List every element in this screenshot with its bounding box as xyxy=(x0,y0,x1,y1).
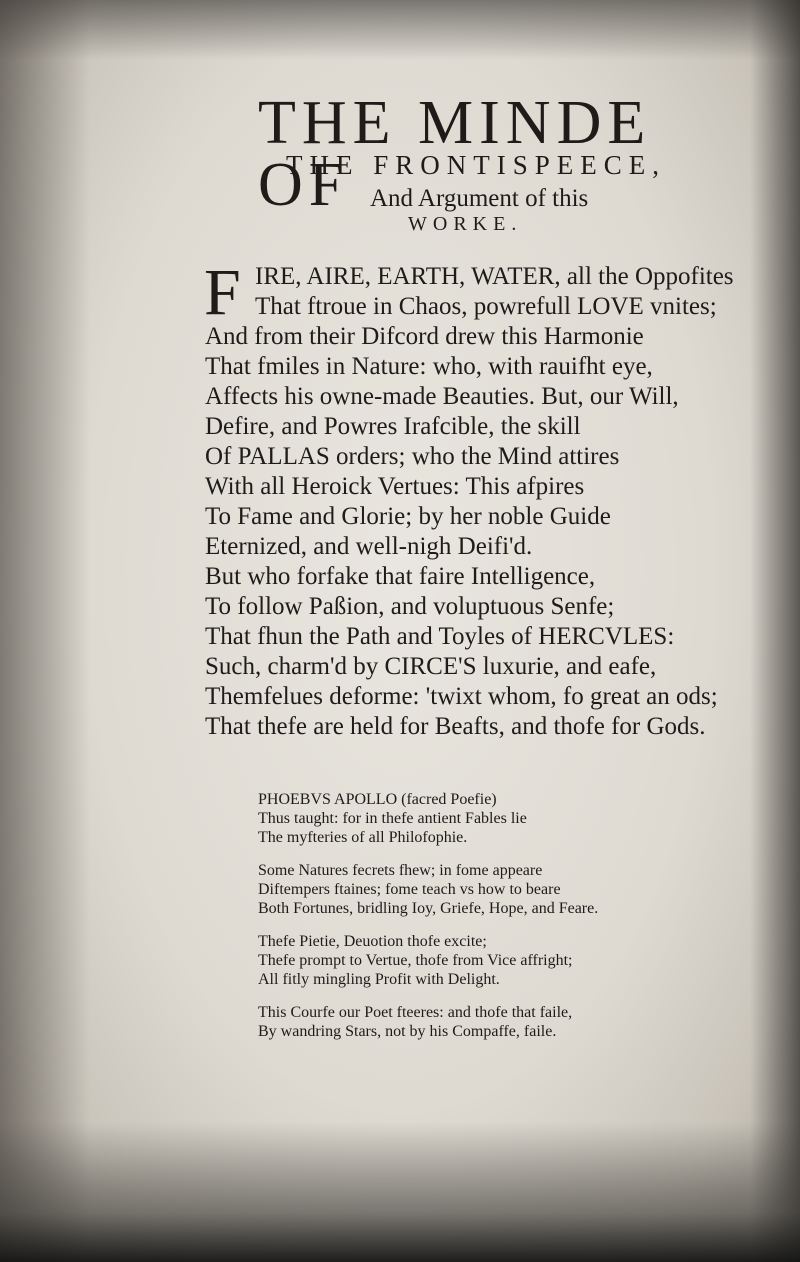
commentary-block xyxy=(258,790,728,1055)
argument-line: And Argument of this xyxy=(370,185,589,212)
poem-line: And from their Difcord drew this Harmonie xyxy=(205,323,644,350)
poem-line: That fmiles in Nature: who, with rauifht eye, xyxy=(205,353,653,380)
page-subtitle: THE FRONTISPEECE, xyxy=(286,150,667,180)
commentary-stanza xyxy=(258,861,728,918)
commentary-line: PHOEBVS APOLLO (facred Poefie) xyxy=(258,791,497,808)
commentary-line: The myfteries of all Philofophie. xyxy=(258,829,468,846)
poem-verses xyxy=(204,256,785,742)
poem-line: IRE, AIRE, EARTH, WATER, all the Oppofites xyxy=(255,263,734,290)
commentary-stanza xyxy=(258,1003,728,1041)
commentary-line: By wandring Stars, not by his Compaffe, faile. xyxy=(258,1023,557,1040)
commentary-line: This Courfe our Poet fteeres: and thofe that faile, xyxy=(258,1004,573,1021)
commentary-line: Diftempers ftaines; fome teach vs how to beare xyxy=(258,881,561,898)
commentary-line: Some Natures fecrets fhew; in fome appeare xyxy=(258,862,543,879)
poem-line: To Fame and Glorie; by her noble Guide xyxy=(205,503,611,530)
poem-line: Such, charm'd by CIRCE'S luxurie, and eafe, xyxy=(205,653,657,680)
poem-line: Affects his owne-made Beauties. But, our Will, xyxy=(205,383,679,410)
page-title: THE MINDE OF xyxy=(258,89,652,219)
poem-line: To follow Paßion, and voluptuous Senfe; xyxy=(205,593,615,620)
commentary-line: Thus taught: for in thefe antient Fables lie xyxy=(258,810,527,827)
commentary-line: All fitly mingling Profit with Delight. xyxy=(258,971,500,988)
poem-line: That fhun the Path and Toyles of HERCVLES: xyxy=(205,623,675,650)
commentary-line: Both Fortunes, bridling Ioy, Griefe, Hope, and Feare. xyxy=(258,900,599,917)
poem-line: That thefe are held for Beafts, and thofe for Gods. xyxy=(205,713,706,740)
commentary-stanza xyxy=(258,932,728,989)
poem-line: With all Heroick Vertues: This afpires xyxy=(205,473,585,500)
poem-line: Defire, and Powres Irafcible, the skill xyxy=(205,413,581,440)
page-shadow-left xyxy=(0,0,90,1262)
poem-line: But who forfake that faire Intelligence, xyxy=(205,563,596,590)
page-shadow-top xyxy=(0,0,800,60)
page-shadow-bottom xyxy=(0,1122,800,1262)
work-line: WORKE. xyxy=(408,213,523,235)
poem-line: That ftroue in Chaos, powrefull LOVE vnites; xyxy=(255,293,717,320)
poem-line: Of PALLAS orders; who the Mind attires xyxy=(205,443,620,470)
commentary-line: Thefe prompt to Vertue, thofe from Vice affright; xyxy=(258,952,573,969)
commentary-line: Thefe Pietie, Deuotion thofe excite; xyxy=(258,933,487,950)
poem-line: Themfelues deforme: 'twixt whom, fo great an ods; xyxy=(205,683,718,710)
drop-capital: F xyxy=(204,256,241,329)
poem-line: Eternized, and well-nigh Deifi'd. xyxy=(205,533,533,560)
commentary-stanza xyxy=(258,790,728,847)
